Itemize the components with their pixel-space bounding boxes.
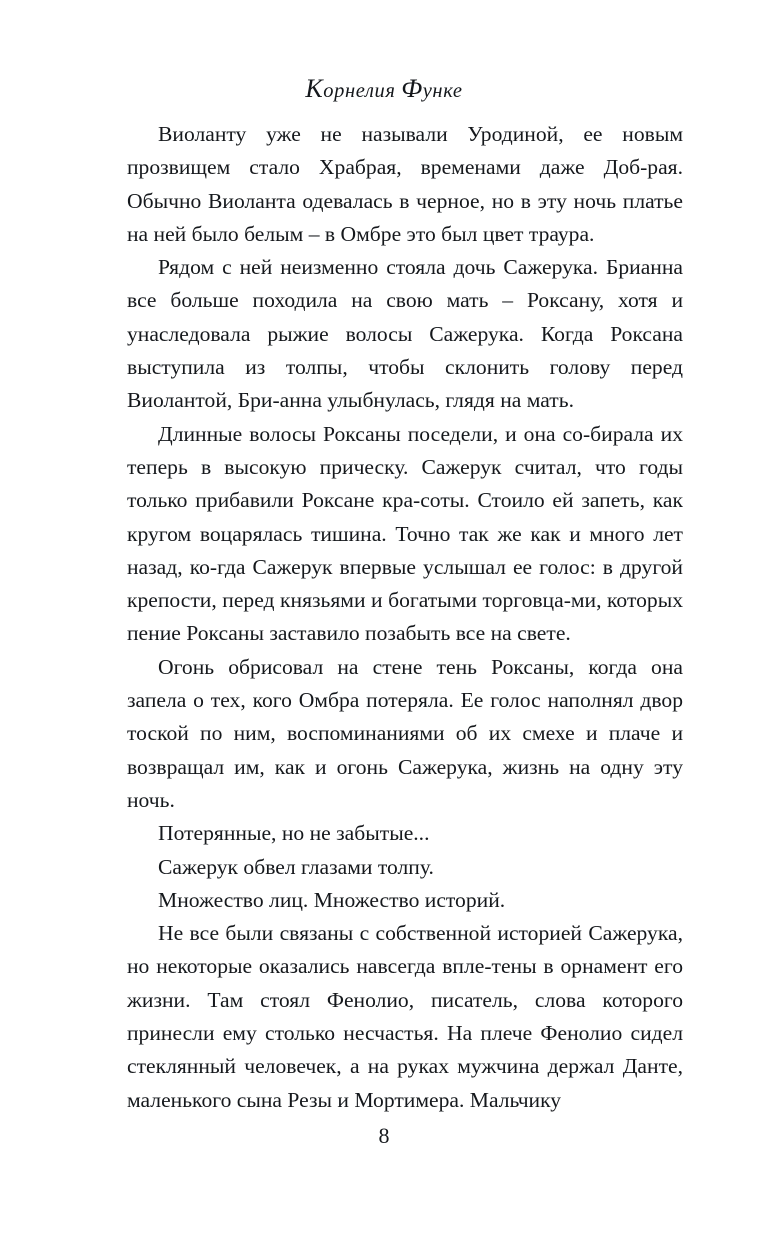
running-head-initial-2: Ф: [401, 74, 423, 103]
paragraph: Огонь обрисовал на стене тень Роксаны, когда она запела о тех, кого Омбра потеряла. Ее голос наполнял двор тоской по ним, воспоминаниями об их смехе и плаче и возвращал им, как и огонь Сажерука, жизнь на одну эту ночь.: [127, 654, 683, 812]
paragraph: Сажерук обвел глазами толпу.: [158, 854, 434, 879]
paragraph: Не все были связаны с собственной историей Сажерука, но некоторые оказались навсегда впле-тены в орнамент его жизни. Там стоял Фенолио, писатель, слова которого принесли ему столько несчастья. На плече Фенолио сидел стеклянный человечек, а на руках мужчина держал Данте, маленького сына Резы и Мортимера. Мальчику: [127, 921, 683, 1112]
running-head-initial-1: К: [305, 74, 324, 103]
page-number: 8: [378, 1123, 390, 1148]
paragraph: Потерянные, но не забытые...: [158, 821, 430, 846]
paragraph: Длинные волосы Роксаны поседели, и она со-бирала их теперь в высокую прическу. Сажерук считал, что годы только прибавили Роксане кра-соты. Стоило ей запеть, как кругом воцарялась тишина. Точно так же как и много лет назад, ко-гда Сажерук впервые услышал ее голос: в другой крепости, перед князьями и богатыми торговца-ми, которых пение Роксаны заставило позабыть все на свете.: [127, 421, 683, 646]
running-head-text-1: орнелия: [323, 80, 402, 102]
running-head: [0, 74, 768, 104]
paragraph: Виоланту уже не называли Уродиной, ее новым прозвищем стало Храбрая, временами даже Доб-рая. Обычно Виоланта одевалась в черное, но в эту ночь платье на ней было белым – в Омбре это был цвет траура.: [127, 122, 683, 246]
paragraph: Множество лиц. Множество историй.: [158, 887, 506, 912]
body-text: [127, 118, 683, 1117]
paragraph: Рядом с ней неизменно стояла дочь Сажерука. Брианна все больше походила на свою мать – Роксану, хотя и унаследовала рыжие волосы Сажерука. Когда Роксана выступила из толпы, чтобы склонить голову перед Виолантой, Бри-анна улыбнулась, глядя на мать.: [127, 255, 683, 413]
running-head-text-2: унке: [422, 80, 463, 102]
